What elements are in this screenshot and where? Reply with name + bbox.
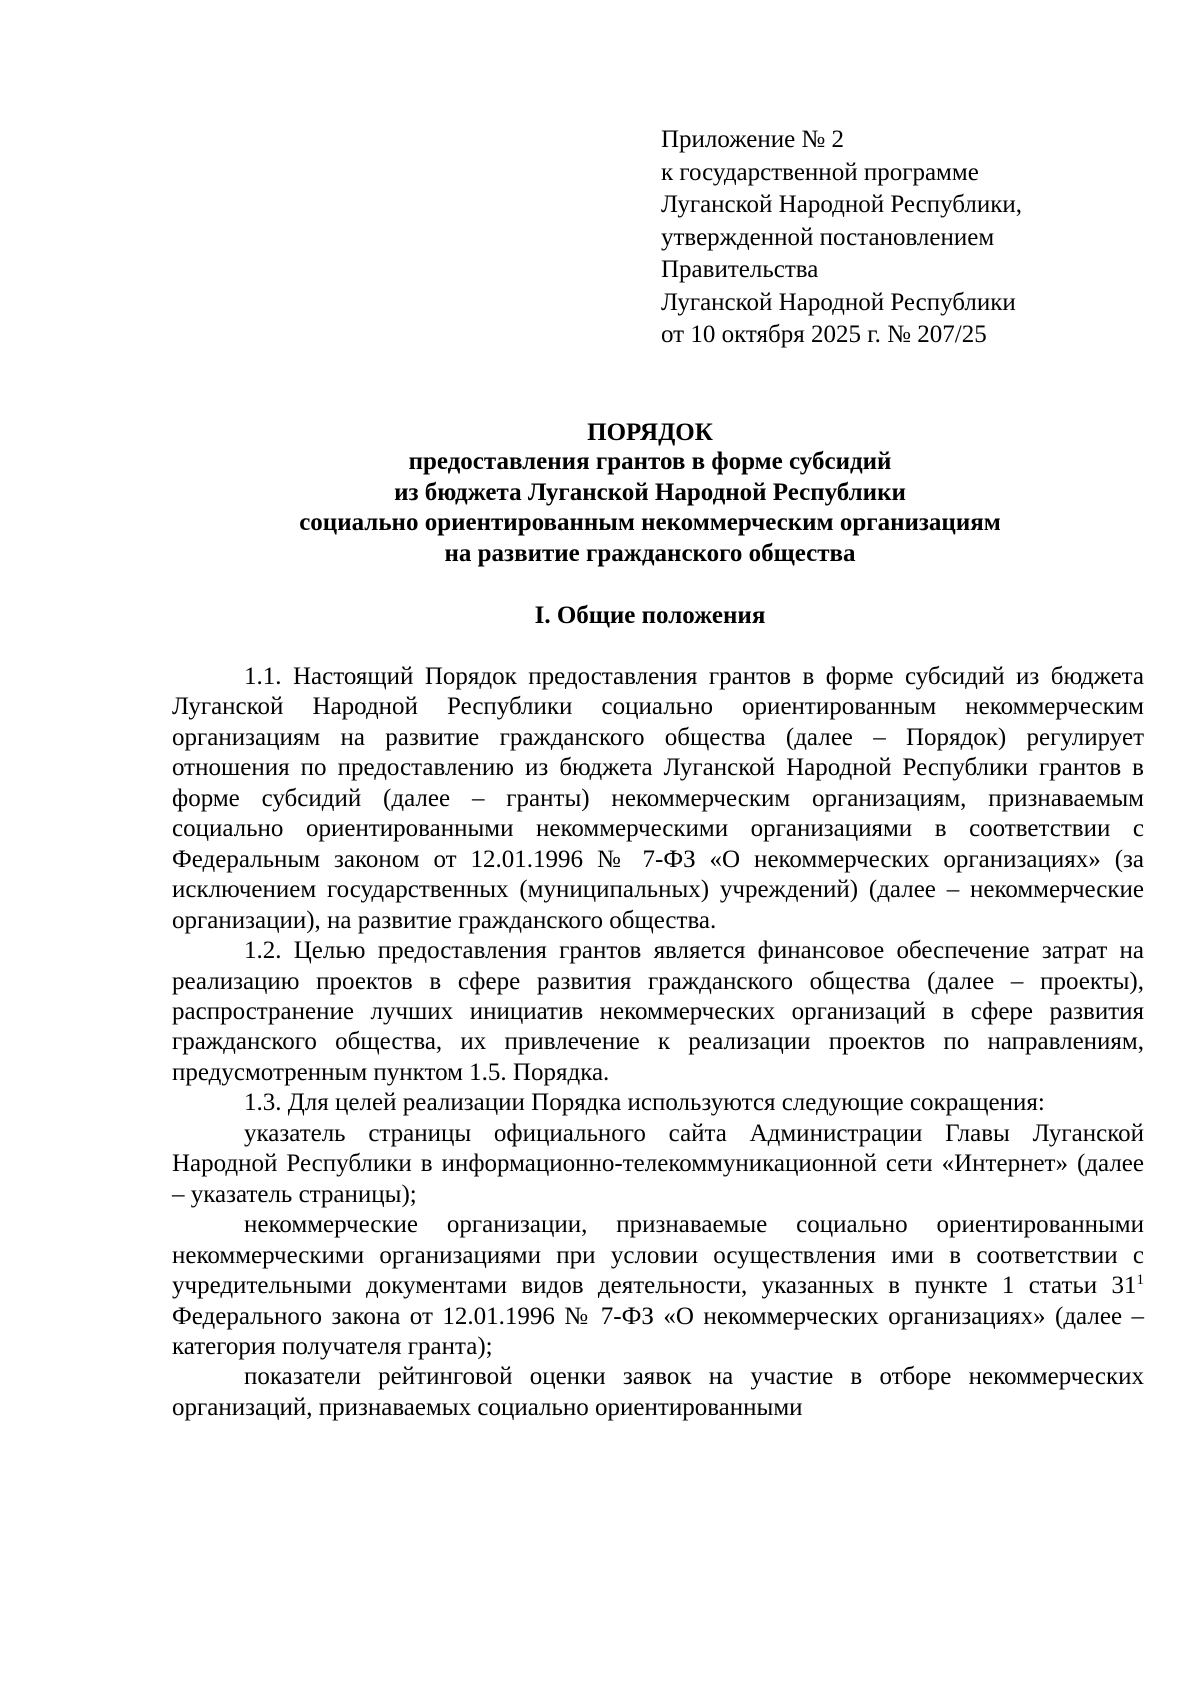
document-title: ПОРЯДОК [587, 419, 713, 446]
paragraph-text: некоммерческие организации, признаваемые социально ориентированными некоммерческими организациями при условии осуществления ими в соответствии с учредительными документами видов деятельности, указанных в пункте 1 статьи 31 [172, 1211, 1144, 1300]
appendix-line: от 10 октября 2025 г. № 207/25 [661, 321, 987, 348]
paragraph-1-1: 1.1. Настоящий Порядок предоставления грантов в форме субсидий из бюджета Луганской Народной Республики социально ориентированным некоммерческим организациям на развитие гражданского общества (далее – Порядок) регулирует отношения по предоставлению из бюджета Луганской Народной Республики грантов в форме субсидий (далее – гранты) некоммерческим организациям, признаваемым социально ориентированными некоммерческими организациями в соответствии с Федеральным законом от 12.01.1996 № 7-ФЗ «О некоммерческих организациях» (за исключением государственных (муниципальных) учреждений) (далее – некоммерческие организации), на развитие гражданского общества. [172, 663, 1144, 934]
paragraph-1-2: 1.2. Целью предоставления грантов является финансовое обеспечение затрат на реализацию проектов в сфере развития гражданского общества (далее – проекты), распространение лучших инициатив некоммерческих организаций в сфере развития гражданского общества, их привлечение к реализации проектов по направлениям, предусмотренным пунктом 1.5. Порядка. [172, 937, 1144, 1086]
appendix-line: к государственной программе [661, 158, 979, 186]
subtitle-line: социально ориентированным некоммерческим организациям [299, 509, 1001, 536]
superscript: 1 [1136, 1272, 1144, 1289]
subtitle-line: из бюджета Луганской Народной Республики [394, 478, 906, 506]
appendix-line: Приложение № 2 [661, 126, 845, 153]
document-subtitle [150, 447, 1150, 569]
subtitle-line: предоставления грантов в форме субсидий [408, 448, 892, 475]
paragraph-rating-indicators: показатели рейтинговой оценки заявок на участие в отборе некоммерческих организаций, признаваемых социально ориентированными [172, 1363, 1144, 1421]
paragraph-text: Федерального закона от 12.01.1996 № 7-ФЗ «О некоммерческих организациях» (далее – категория получателя гранта); [172, 1302, 1144, 1360]
appendix-block [661, 124, 1161, 352]
body-text [172, 662, 1144, 1423]
paragraph-recipient-category [172, 1210, 1144, 1362]
paragraph-1-3: 1.3. Для целей реализации Порядка используются следующие сокращения: [244, 1089, 1045, 1117]
subtitle-line: на развитие гражданского общества [444, 539, 856, 567]
appendix-line: утвержденной постановлением [661, 223, 995, 251]
appendix-line: Луганской Народной Республики, [661, 191, 1022, 218]
appendix-line: Луганской Народной Республики [661, 288, 1016, 316]
paragraph-page-pointer: указатель страницы официального сайта Администрации Главы Луганской Народной Республики в информационно-телекоммуникационной сети «Интернет» (далее – указатель страницы); [172, 1119, 1144, 1208]
appendix-line: Правительства [661, 256, 819, 283]
section-heading: I. Общие положения [534, 602, 766, 629]
